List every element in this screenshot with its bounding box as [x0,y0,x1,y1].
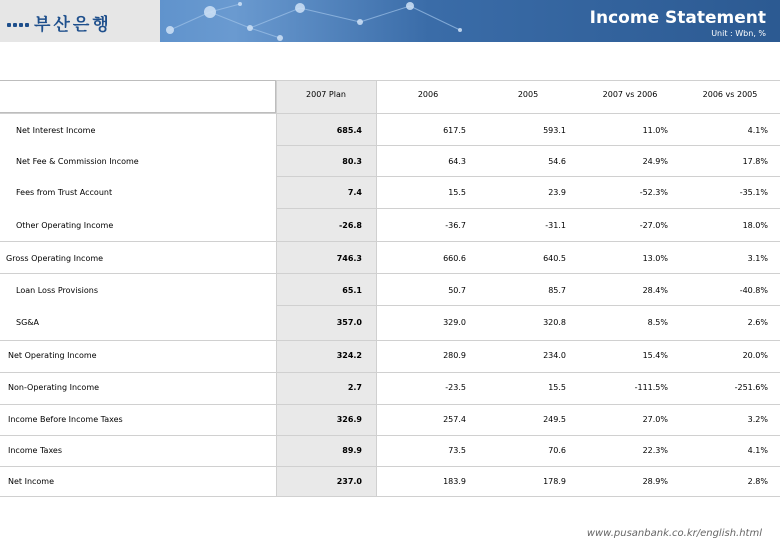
table-cell: 593.1 [543,126,566,135]
table-cell: 4.1% [747,126,768,135]
row-label: Income Before Income Taxes [8,415,123,424]
column-header-2006-vs-2005: 2006 vs 2005 [702,90,758,99]
table-cell: 70.6 [548,446,566,455]
table-cell: 65.1 [342,286,362,295]
table-cell: 20.0% [742,351,768,360]
unit-label: Unit : Wbn, % [711,29,766,38]
column-header-2005: 2005 [517,90,539,99]
table-cell: 15.4% [642,351,668,360]
grid-line [0,496,780,497]
table-cell: 80.3 [342,157,362,166]
table-cell: 3.2% [747,415,768,424]
table-cell: 249.5 [543,415,566,424]
grid-line [0,113,780,114]
header-bar [0,0,780,42]
table-cell: 320.8 [543,318,566,327]
table-cell: 8.5% [647,318,668,327]
row-separator [0,372,780,373]
table-cell: 23.9 [548,188,566,197]
table-cell: 183.9 [443,477,466,486]
row-separator [0,435,780,436]
table-cell: -26.8 [338,221,362,230]
row-label: Net Income [8,477,55,486]
table-cell: 15.5 [548,383,566,392]
table-cell: 85.7 [548,286,566,295]
table-cell: -251.6% [734,383,768,392]
row-label: Net Operating Income [8,351,97,360]
bank-logo [0,0,160,42]
table-cell: 17.8% [742,157,768,166]
table-cell: -111.5% [634,383,668,392]
row-label: Gross Operating Income [6,254,104,263]
header-blank-cell [0,80,276,113]
row-label: SG&A [16,318,39,327]
table-cell: 280.9 [443,351,466,360]
table-cell: 64.3 [448,157,466,166]
table-cell: -23.5 [445,383,466,392]
table-cell: 640.5 [543,254,566,263]
row-label: Loan Loss Provisions [16,286,98,295]
logo-mark [6,12,30,31]
footer-url: www.pusanbank.co.kr/english.html [586,528,762,539]
row-label: Income Taxes [8,446,63,455]
table-cell: -40.8% [739,286,768,295]
table-cell: 178.9 [543,477,566,486]
table-cell: -52.3% [639,188,668,197]
row-separator [0,466,780,467]
table-cell: 660.6 [443,254,466,263]
table-cell: 3.1% [747,254,768,263]
table-cell: 617.5 [443,126,466,135]
table-cell: 73.5 [448,446,466,455]
table-cell: 22.3% [642,446,668,455]
table-cell: 28.4% [642,286,668,295]
table-cell: 257.4 [443,415,466,424]
row-label: Fees from Trust Account [16,188,113,197]
table-cell: 13.0% [642,254,668,263]
table-cell: 234.0 [543,351,566,360]
table-cell: 2.6% [747,318,768,327]
table-cell: 28.9% [642,477,668,486]
row-separator [276,305,780,306]
column-header-2007-vs-2006: 2007 vs 2006 [602,90,658,99]
row-label: Net Fee & Commission Income [16,157,139,166]
table-cell: -35.1% [739,188,768,197]
table-cell: 27.0% [642,415,668,424]
row-separator [276,208,780,209]
column-header-2007-plan: 2007 Plan [306,90,346,99]
row-label: Non-Operating Income [8,383,100,392]
table-cell: 24.9% [642,157,668,166]
table-cell: 2.7 [347,383,362,392]
column-header-2006: 2006 [417,90,439,99]
table-cell: 357.0 [336,318,362,327]
table-cell: 237.0 [336,477,362,486]
table-cell: -36.7 [445,221,466,230]
table-cell: -31.1 [545,221,566,230]
table-cell: 685.4 [336,126,362,135]
row-separator [0,273,780,274]
table-cell: 324.2 [336,351,362,360]
table-cell: 50.7 [448,286,466,295]
table-cell: 89.9 [342,446,362,455]
row-separator [276,176,780,177]
table-cell: 746.3 [336,254,362,263]
grid-line [276,80,780,81]
table-cell: 11.0% [642,126,668,135]
row-separator [0,241,780,242]
logo-text: 부산은행 [34,15,112,35]
table-cell: 15.5 [448,188,466,197]
row-separator [0,404,780,405]
table-cell: 2.8% [747,477,768,486]
table-cell: -27.0% [639,221,668,230]
decorative-molecule-graphic [150,0,570,42]
table-cell: 326.9 [336,415,362,424]
row-separator [0,340,780,341]
table-cell: 4.1% [747,446,768,455]
row-label: Net Interest Income [16,126,96,135]
page-title: Income Statement [589,8,766,28]
table-cell: 329.0 [443,318,466,327]
row-label: Other Operating Income [16,221,114,230]
row-separator [276,145,780,146]
table-cell: 18.0% [742,221,768,230]
table-cell: 54.6 [548,157,566,166]
table-cell: 7.4 [347,188,362,197]
